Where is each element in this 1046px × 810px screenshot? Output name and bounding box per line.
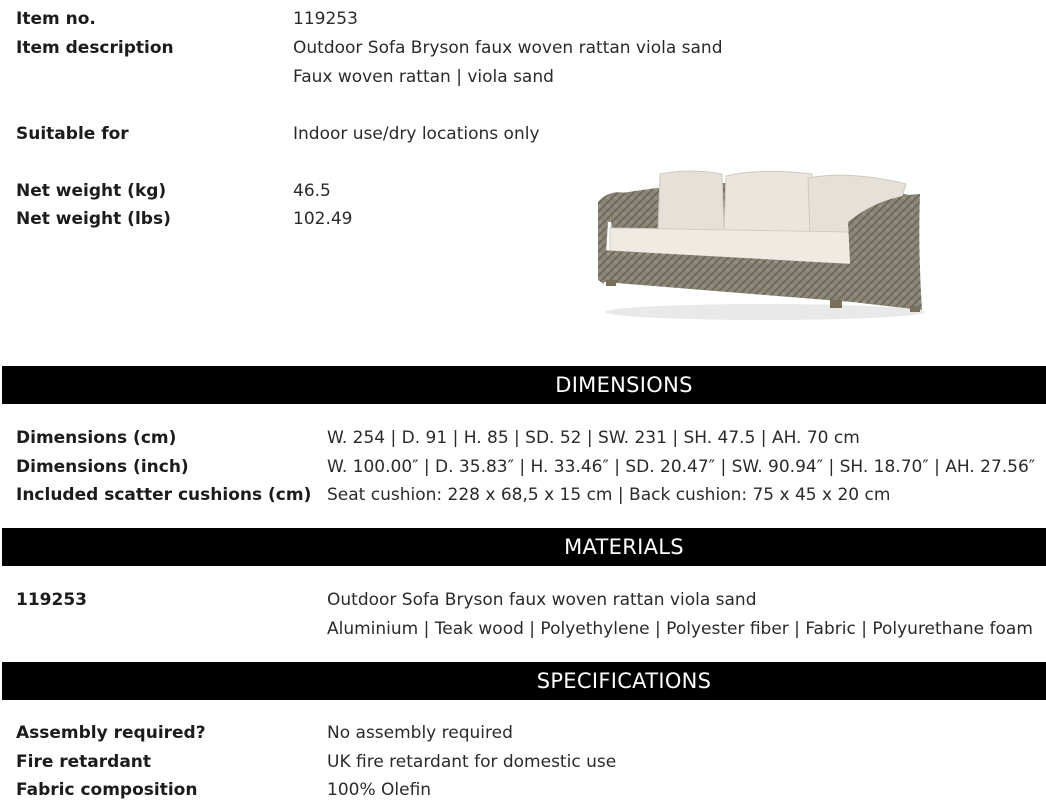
scatter-cushions-value: Seat cushion: 228 x 68,5 x 15 cm | Back cushion: 75 x 45 x 20 cm [327,485,891,505]
net-weight-kg-value: 46.5 [293,181,331,201]
dimensions-cm-value: W. 254 | D. 91 | H. 85 | SD. 52 | SW. 231 | SH. 47.5 | AH. 70 cm [327,428,860,448]
item-description-label: Item description [16,38,174,58]
item-no-value: 119253 [293,9,358,29]
item-description-line1: Outdoor Sofa Bryson faux woven rattan viola sand [293,38,723,58]
suitable-for-label: Suitable for [16,124,129,144]
assembly-label: Assembly required? [16,723,206,743]
materials-line2: Aluminium | Teak wood | Polyethylene | Polyester fiber | Fabric | Polyurethane foam [327,619,1033,639]
assembly-value: No assembly required [327,723,513,743]
net-weight-kg-label: Net weight (kg) [16,181,167,201]
materials-heading: MATERIALS [2,528,1046,566]
fabric-composition-label: Fabric composition [16,780,198,800]
dimensions-inch-value: W. 100.00″ | D. 35.83″ | H. 33.46″ | SD. 20.47″ | SW. 90.94″ | SH. 18.70″ | AH. 27.56″ [327,457,1036,477]
specifications-heading: SPECIFICATIONS [2,662,1046,700]
dimensions-heading: DIMENSIONS [2,366,1046,404]
fire-retardant-value: UK fire retardant for domestic use [327,752,617,772]
item-description-line2: Faux woven rattan | viola sand [293,67,554,87]
materials-line1: Outdoor Sofa Bryson faux woven rattan viola sand [327,590,757,610]
fabric-composition-value: 100% Olefin [327,780,432,800]
suitable-for-value: Indoor use/dry locations only [293,124,540,144]
fire-retardant-label: Fire retardant [16,752,152,772]
scatter-cushions-label: Included scatter cushions (cm) [16,485,312,505]
net-weight-lbs-value: 102.49 [293,209,353,229]
sofa-product-image [590,160,930,325]
materials-item-label: 119253 [16,590,87,610]
item-no-label: Item no. [16,9,96,29]
dimensions-inch-label: Dimensions (inch) [16,457,189,477]
net-weight-lbs-label: Net weight (lbs) [16,209,171,229]
dimensions-cm-label: Dimensions (cm) [16,428,177,448]
